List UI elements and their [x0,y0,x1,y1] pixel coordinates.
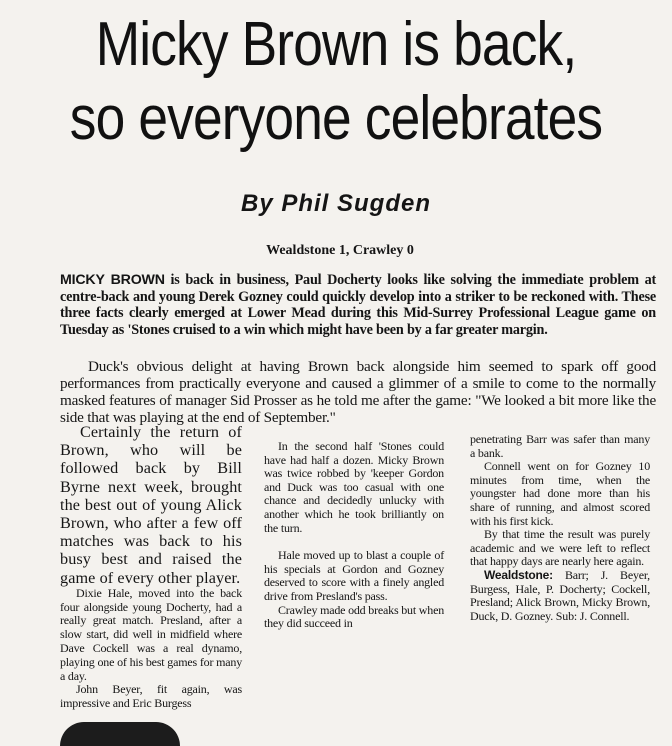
byline: By Phil Sugden [240,190,431,217]
match-result: Wealdstone 1, Crawley 0 [266,243,414,258]
column-3-paragraph-1: penetrating Barr was safer than many a bank. [470,432,650,460]
column-2-paragraph-2: Hale moved up to blast a couple of his specials at Gordon and Gozney deserved to score with a finely angled drive from Presland's pass. [264,548,444,603]
column-2-paragraph-3: Crawley made odd breaks but when they did succeed in [264,602,444,631]
column-1-paragraph-1: Certainly the return of Brown, who will be followed back by Bill Byrne next week, brought the best out of young Alick Brown, who after a few off matches was back to his busy best and raised the game of every other player. [60,423,242,587]
team-lineup [470,569,650,623]
intro-paragraph [60,272,656,338]
headline-line-1: Micky Brown is back, [95,10,577,79]
column-2-paragraph-1: In the second half 'Stones could have had half a dozen. Micky Brown was twice robbed by 'keeper Gordon and Duck was too casual with one chance and decidedly unlucky with another which he took brilliantly on the turn. [264,439,444,535]
column-1-paragraph-2: Dixie Hale, moved into the back four alongside young Docherty, had a really great match. Presland, after a slow start, did well in midfield where Dave Cockell was a real dynamo, playing one of his best games for many a day. [60,585,242,683]
lineup-lead: Wealdstone: [484,567,553,582]
headline-line-2: so everyone celebrates [69,84,603,153]
photo-fragment [60,722,180,746]
column-2 [264,440,444,631]
column-1 [60,423,242,711]
column-1-paragraph-3: John Beyer, fit again, was impressive and Eric Burgess [60,682,242,711]
second-paragraph: Duck's obvious delight at having Brown back alongside him seemed to spark off good performances from practically everyone and caused a glimmer of a smile to come to the normally masked features of manager Sid Prosser as he told me after the game: "We looked a bit more like the side that was playing at the end of September." [60,358,656,426]
column-3-paragraph-2: Connell went on for Gozney 10 minutes from time, when the youngster had done more than his share of running, and almost scored with his first kick. [470,459,650,528]
column-3 [470,433,650,623]
intro-lead: MICKY BROWN [60,272,165,288]
intro-rest: is back in business, Paul Docherty looks like solving the immediate problem at centre-back and young Derek Gozney could quickly develop into a striker to be reckoned with. These three facts clearly emerged at Lower Mead during this Mid-Surrey Professional League game on Tuesday as 'Stones cruised to a win which might have been by a far greater margin. [60,272,656,338]
lineup-rest: Barr; J. Beyer, Burgess, Hale, P. Docherty; Cockell, Presland; Alick Brown, Micky Brown, Duck, D. Gozney. Sub: J. Connell. [470,567,650,623]
column-3-paragraph-3: By that time the result was purely academic and we were left to reflect that happy days are nearly here again. [470,527,650,569]
